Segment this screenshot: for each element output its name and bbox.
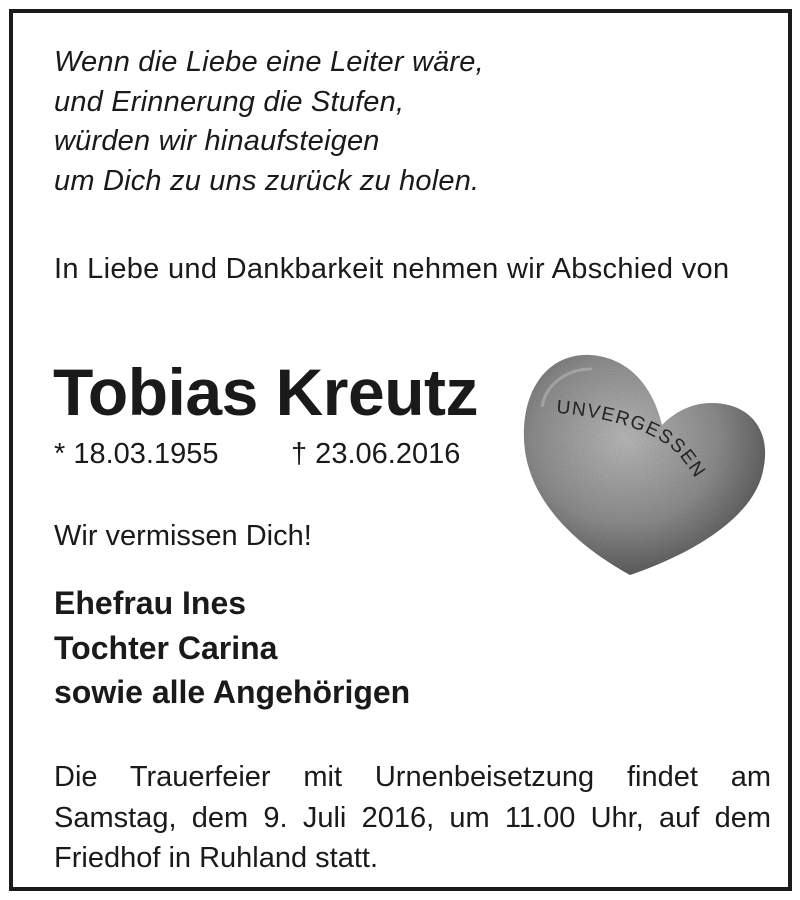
life-dates xyxy=(54,434,461,474)
poem-line: und Erinnerung die Stufen, xyxy=(54,85,405,118)
intro-text-content: In Liebe und Dankbarkeit nehmen wir Abschied von xyxy=(54,253,730,285)
death-date: † 23.06.2016 xyxy=(291,438,461,470)
miss-message: Wir vermissen Dich! xyxy=(54,520,312,552)
funeral-service-info: Die Trauerfeier mit Urnenbeisetzung findet am Samstag, dem 9. Juli 2016, um 11.00 Uhr, auf dem Friedhof in Ruhland statt. xyxy=(54,761,771,874)
heart-engraving-text: UNVERGESSEN xyxy=(555,396,710,483)
heart-engraving xyxy=(512,347,767,582)
mourner-line: sowie alle Angehörigen xyxy=(54,674,411,710)
poem-line: um Dich zu uns zurück zu holen. xyxy=(54,164,480,197)
svg-text:UNVERGESSEN xyxy=(556,397,710,482)
mourners-list xyxy=(54,581,410,715)
mourner-line: Ehefrau Ines xyxy=(54,585,247,621)
obituary-frame xyxy=(9,9,792,891)
stone-heart-image xyxy=(512,347,767,587)
poem-line: würden wir hinaufsteigen xyxy=(54,125,380,157)
poem-line: Wenn die Liebe eine Leiter wäre, xyxy=(54,46,484,78)
intro-text xyxy=(54,249,774,289)
deceased-name: Tobias Kreutz xyxy=(53,355,478,429)
mourner-line: Tochter Carina xyxy=(54,629,278,666)
poem xyxy=(54,43,484,201)
birth-date: * 18.03.1955 xyxy=(54,438,219,470)
